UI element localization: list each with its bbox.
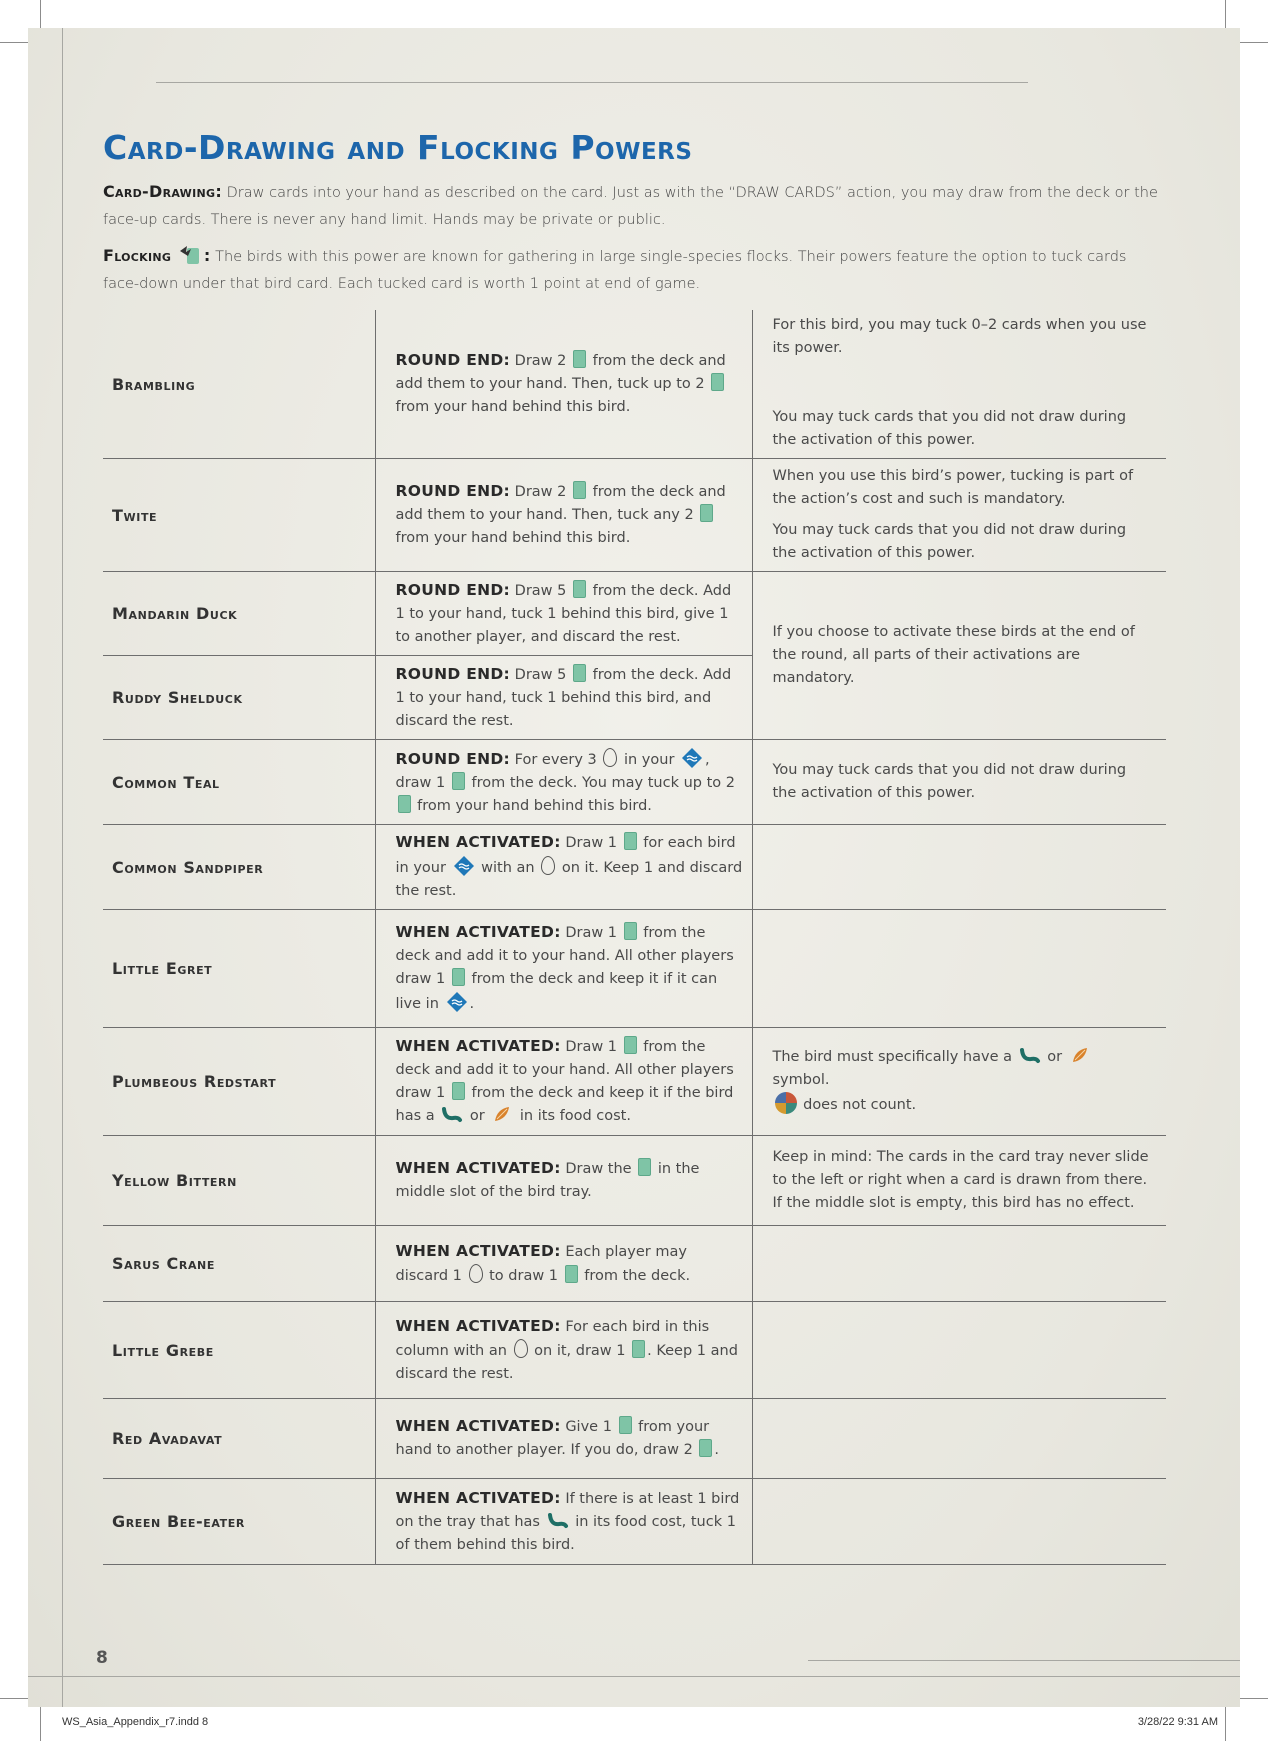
trigger-label: ROUND END: — [395, 580, 511, 599]
crop-mark — [0, 1698, 28, 1699]
note-cell — [752, 310, 1166, 459]
trigger-label: ROUND END: — [395, 351, 511, 369]
crop-mark — [1225, 0, 1226, 28]
flocking-label: Flocking — [103, 246, 172, 265]
power-text: in your — [623, 751, 675, 768]
power-text: from your hand behind this bird. — [417, 797, 652, 814]
trigger-label: WHEN ACTIVATED: — [395, 1417, 561, 1435]
margin-rule — [28, 1676, 1240, 1677]
power-text: Draw 5 — [514, 666, 567, 683]
note-text: Keep in mind: The cards in the card tray never slide to the left or right when a card is drawn from there. If the middle slot is empty, this bird has no effect. — [772, 1149, 1149, 1211]
power-text: Draw 5 — [514, 582, 567, 599]
power-cell — [375, 910, 752, 1028]
fruit-icon — [1069, 1046, 1091, 1064]
invertebrate-icon — [547, 1511, 569, 1529]
card-icon — [573, 350, 586, 368]
card-icon — [565, 1265, 578, 1283]
flocking-colon: : — [203, 246, 211, 265]
invertebrate-icon — [1019, 1046, 1041, 1064]
card-icon — [452, 772, 465, 790]
power-text: For each bird in this column with an — [395, 1318, 710, 1359]
card-drawing-text: Draw cards into your hand as described on the card. Just as with the “DRAW CARDS” action, you may draw from the deck or the face-up cards. There is never any hand limit. Hands may be private or public. — [103, 185, 1158, 228]
card-icon — [624, 1036, 637, 1054]
power-text: from the deck and add it to your hand. All other players draw 1 — [395, 1039, 734, 1101]
margin-rule — [62, 28, 63, 1707]
note-text: For this bird, you may tuck 0–2 cards when you use its power. — [772, 317, 1147, 356]
note-cell — [752, 1479, 1166, 1565]
table-row — [103, 1479, 1166, 1565]
table-row — [103, 825, 1166, 910]
trigger-label: WHEN ACTIVATED: — [395, 923, 561, 941]
note-text: does not count. — [803, 1097, 917, 1113]
card-icon — [638, 1158, 651, 1176]
note-cell — [752, 1302, 1166, 1399]
power-cell — [375, 1302, 752, 1399]
power-text: Draw 1 — [565, 1039, 618, 1055]
power-text: from the deck and add them to your hand. Then, tuck any 2 — [395, 484, 726, 523]
margin-rule — [156, 82, 1028, 83]
note-text: When you use this bird’s power, tucking is part of the action’s cost and such is mandatory. — [772, 468, 1134, 507]
crop-mark — [1225, 1707, 1226, 1741]
crop-mark — [0, 42, 28, 43]
power-cell — [375, 310, 752, 459]
card-icon — [632, 1340, 645, 1358]
power-text: Draw 1 — [565, 925, 618, 941]
note-cell — [752, 1028, 1166, 1136]
crop-mark — [40, 1707, 41, 1741]
power-text: . Keep 1 and discard the rest. — [395, 1342, 738, 1382]
power-text: to draw 1 — [489, 1267, 559, 1284]
slug-timestamp: 3/28/22 9:31 AM — [1137, 1716, 1218, 1728]
note-cell — [752, 740, 1166, 825]
card-icon — [573, 664, 586, 682]
trigger-label: WHEN ACTIVATED: — [395, 1037, 561, 1055]
power-cell — [375, 1479, 752, 1565]
power-text: . — [469, 996, 475, 1012]
power-cell — [375, 825, 752, 910]
flocking-paragraph — [103, 242, 1166, 298]
power-text: on it. Keep 1 and discard the rest. — [395, 860, 743, 899]
table-row — [103, 1399, 1166, 1479]
egg-icon — [603, 748, 617, 767]
slug-filename: WS_Asia_Appendix_r7.indd 8 — [62, 1716, 209, 1728]
note-cell — [752, 572, 1166, 740]
power-text: or — [469, 1108, 485, 1124]
power-cell — [375, 656, 752, 740]
power-text: from the deck. — [584, 1267, 691, 1284]
invertebrate-icon — [441, 1105, 463, 1123]
trigger-label: WHEN ACTIVATED: — [395, 833, 561, 851]
power-text: from the deck and add them to your hand. Then, tuck up to 2 — [395, 353, 726, 392]
wetland-icon — [681, 747, 703, 769]
note-cell — [752, 825, 1166, 910]
bird-name: Little Grebe — [103, 1302, 375, 1399]
trigger-label: ROUND END: — [395, 749, 511, 768]
note-text: symbol. — [772, 1072, 830, 1088]
power-text: from the deck and keep it if the bird has a — [395, 1085, 734, 1124]
wetland-icon — [453, 855, 475, 877]
bird-name: Yellow Bittern — [103, 1136, 375, 1226]
table-row — [103, 310, 1166, 459]
card-icon — [699, 1439, 712, 1457]
power-cell — [375, 740, 752, 825]
card-icon — [398, 795, 411, 813]
power-text: in its food cost. — [519, 1108, 631, 1124]
wild-food-icon — [775, 1092, 797, 1114]
note-text: The bird must specifically have a — [772, 1049, 1012, 1065]
crop-mark — [1240, 1698, 1268, 1699]
trigger-label: ROUND END: — [395, 664, 511, 683]
note-text: You may tuck cards that you did not draw during the activation of this power. — [772, 409, 1127, 448]
page-number: 8 — [96, 1648, 108, 1668]
power-text: Draw 2 — [514, 484, 567, 500]
card-icon — [700, 504, 713, 522]
power-text: from the deck. Add 1 to your hand, tuck 1 behind this bird, give 1 to another player, and discard the rest. — [395, 582, 732, 645]
bird-name: Green Bee-eater — [103, 1479, 375, 1565]
egg-icon — [514, 1339, 528, 1358]
bird-name: Common Teal — [103, 740, 375, 825]
bird-name: Twite — [103, 459, 375, 572]
card-icon — [711, 373, 724, 391]
trigger-label: WHEN ACTIVATED: — [395, 1159, 561, 1177]
power-text: from your hand to another player. If you do, draw 2 — [395, 1419, 710, 1458]
bird-name: Red Avadavat — [103, 1399, 375, 1479]
power-text: from the deck. Add 1 to your hand, tuck 1 behind this bird, and discard the rest. — [395, 666, 732, 729]
table-row — [103, 459, 1166, 572]
power-text: from your hand behind this bird. — [395, 530, 631, 546]
note-cell — [752, 459, 1166, 572]
power-text: For every 3 — [514, 751, 597, 768]
note-text: If you choose to activate these birds at the end of the round, all parts of their activations are mandatory. — [772, 624, 1135, 686]
power-text: Draw 1 — [565, 835, 618, 851]
crop-mark — [40, 0, 41, 28]
bird-name: Little Egret — [103, 910, 375, 1028]
flocking-icon — [178, 243, 202, 265]
page-title: Card-Drawing and Flocking Powers — [103, 128, 693, 167]
bird-name: Sarus Crane — [103, 1226, 375, 1302]
bird-name: Mandarin Duck — [103, 572, 375, 656]
table-row — [103, 1302, 1166, 1399]
table-row — [103, 910, 1166, 1028]
card-icon — [573, 580, 586, 598]
power-text: , draw 1 — [395, 751, 710, 791]
fruit-icon — [491, 1105, 513, 1123]
note-cell — [752, 1226, 1166, 1302]
note-cell — [752, 1136, 1166, 1226]
trigger-label: WHEN ACTIVATED: — [395, 1488, 561, 1507]
main-content — [103, 128, 1166, 1565]
card-drawing-paragraph — [103, 178, 1166, 234]
bird-name: Brambling — [103, 310, 375, 459]
wetland-icon — [446, 991, 468, 1013]
table-row — [103, 572, 1166, 656]
note-text: You may tuck cards that you did not draw during the activation of this power. — [772, 522, 1127, 561]
powers-table — [103, 310, 1166, 1565]
card-icon — [619, 1416, 632, 1434]
egg-icon — [469, 1264, 483, 1283]
power-text: on it, draw 1 — [534, 1342, 626, 1359]
power-text: from the deck and keep it if it can live in — [395, 971, 718, 1012]
power-text: in its food cost, tuck 1 of them behind this bird. — [395, 1513, 736, 1553]
bird-name: Plumbeous Redstart — [103, 1028, 375, 1136]
power-text: Each player may discard 1 — [395, 1243, 687, 1284]
power-text: . — [714, 1442, 720, 1458]
table-row — [103, 740, 1166, 825]
egg-icon — [541, 856, 555, 875]
card-icon — [624, 832, 637, 850]
note-cell — [752, 1399, 1166, 1479]
card-icon — [624, 922, 637, 940]
note-text: or — [1047, 1049, 1063, 1065]
table-row — [103, 1136, 1166, 1226]
crop-mark — [1240, 42, 1268, 43]
card-drawing-label: Card-Drawing: — [103, 182, 223, 201]
trigger-label: WHEN ACTIVATED: — [395, 1316, 561, 1335]
power-text: Give 1 — [565, 1419, 612, 1435]
power-text: in the middle slot of the bird tray. — [395, 1161, 700, 1200]
power-text: for each bird in your — [395, 835, 736, 876]
power-text: from your hand behind this bird. — [395, 399, 631, 415]
power-cell — [375, 1136, 752, 1226]
power-text: Draw the — [565, 1161, 632, 1177]
bird-name: Common Sandpiper — [103, 825, 375, 910]
power-text: with an — [481, 860, 535, 876]
power-cell — [375, 1226, 752, 1302]
table-row — [103, 1028, 1166, 1136]
table-row — [103, 1226, 1166, 1302]
trigger-label: ROUND END: — [395, 482, 511, 500]
power-text: Draw 2 — [514, 353, 567, 369]
power-cell — [375, 1399, 752, 1479]
power-cell — [375, 572, 752, 656]
margin-rule — [808, 1660, 1240, 1661]
power-text: from the deck and add it to your hand. All other players draw 1 — [395, 925, 734, 987]
bird-name: Ruddy Shelduck — [103, 656, 375, 740]
note-cell — [752, 910, 1166, 1028]
power-text: If there is at least 1 bird on the tray that has — [395, 1490, 740, 1530]
card-icon — [573, 481, 586, 499]
power-text: from the deck. You may tuck up to 2 — [471, 774, 735, 791]
card-icon — [452, 1082, 465, 1100]
power-cell — [375, 459, 752, 572]
trigger-label: WHEN ACTIVATED: — [395, 1241, 561, 1260]
note-text: You may tuck cards that you did not draw during the activation of this power. — [772, 762, 1127, 801]
card-icon — [452, 968, 465, 986]
power-cell — [375, 1028, 752, 1136]
flocking-text: The birds with this power are known for gathering in large single-species flocks. Their powers feature the option to tuck cards face-down under that bird card. Each tucked card is worth 1 point at end of game. — [103, 249, 1127, 292]
